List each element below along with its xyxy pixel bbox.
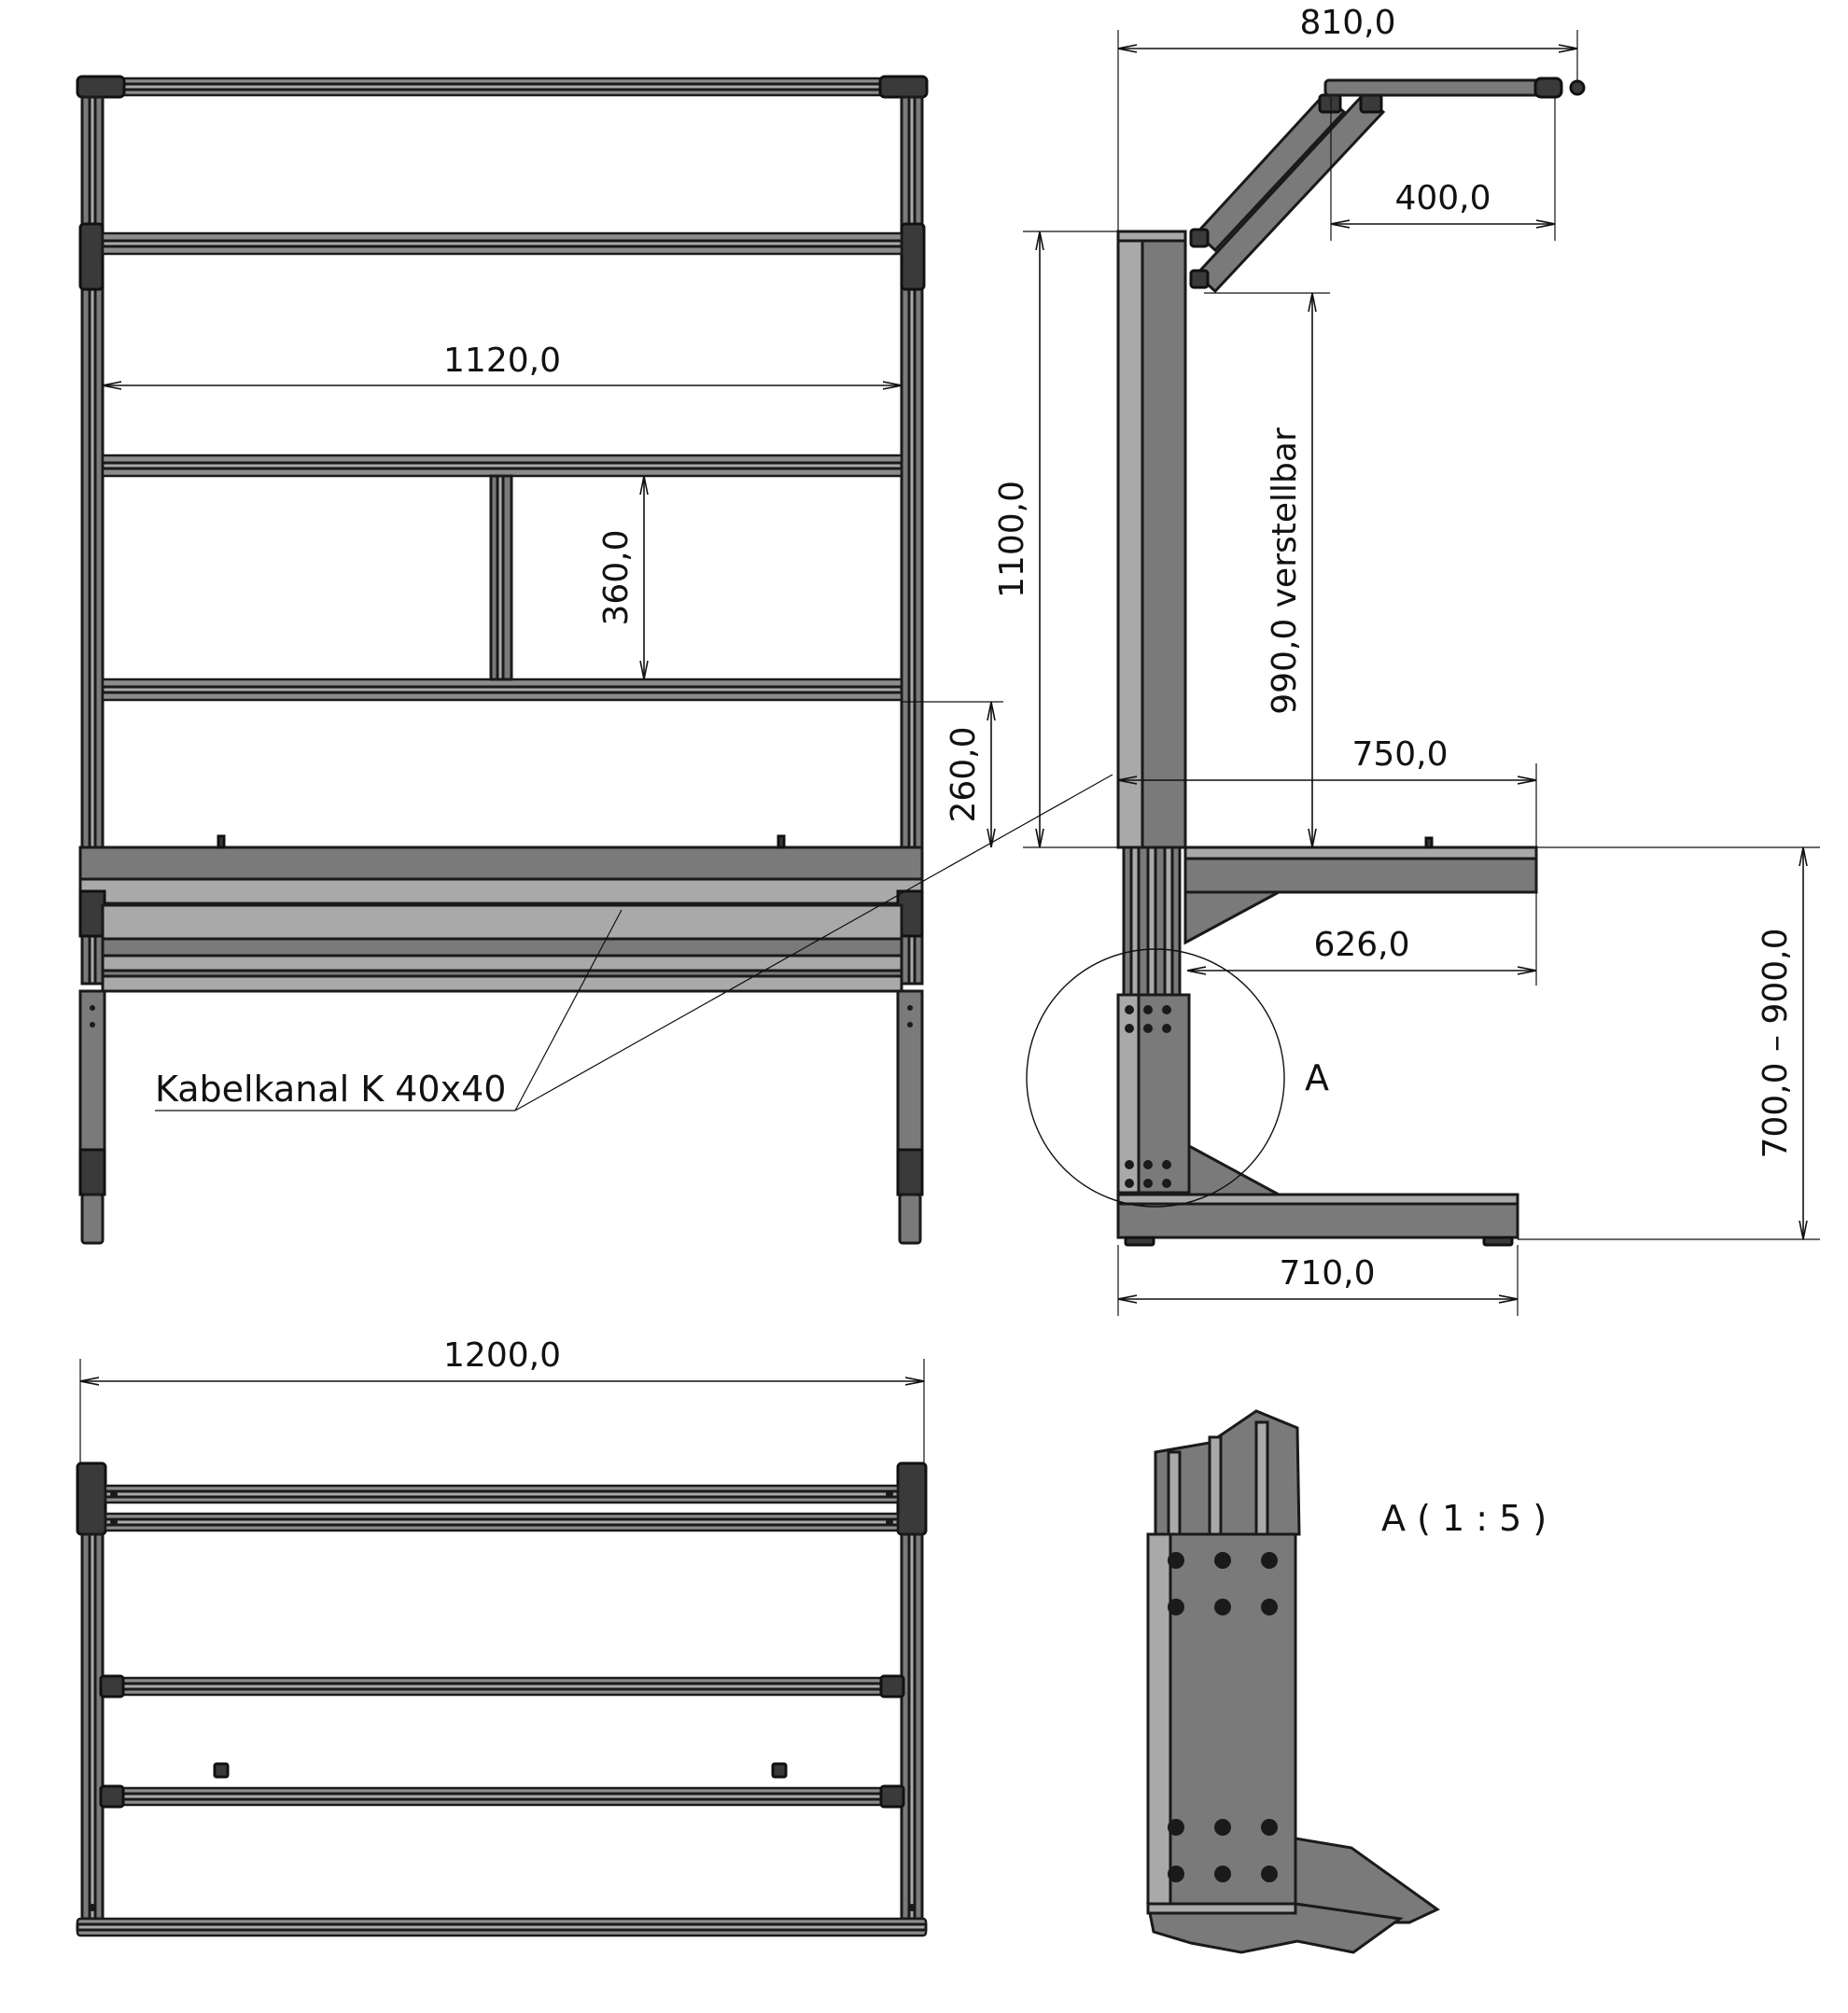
detail-title-label: A ( 1 : 5 ) [1381, 1498, 1547, 1539]
dim-overall-width [80, 1336, 924, 1463]
cable-channel-label: Kabelkanal K 40x40 [155, 1069, 507, 1110]
dim-table-height-range [1518, 847, 1820, 1239]
dim-table-depth-label: 750,0 [1351, 735, 1449, 774]
dim-overall-width-label: 1200,0 [443, 1336, 561, 1375]
dim-lower-offset-label: 260,0 [945, 726, 983, 823]
dim-adjustable-height-label: 990,0 verstellbar [1266, 427, 1304, 715]
dim-total-height-label: 1100,0 [993, 481, 1031, 598]
dim-shelf-height-label: 360,0 [597, 529, 636, 626]
detail-a-view [1148, 1411, 1547, 1952]
dim-inner-width-label: 1120,0 [443, 342, 561, 380]
detail-marker-label: A [1305, 1057, 1329, 1098]
side-view [1027, 78, 1584, 1245]
top-view [77, 1463, 926, 1936]
dim-overall-depth-label: 810,0 [1299, 4, 1396, 42]
dim-shelf-height [597, 476, 644, 679]
dim-foot-depth-label: 710,0 [1279, 1254, 1376, 1293]
dim-foot-depth [1118, 1245, 1518, 1316]
dim-bracket-depth-label: 626,0 [1313, 926, 1410, 964]
dim-total-height [993, 231, 1118, 847]
dim-inner-width [103, 342, 902, 385]
dim-adjustable-height [1204, 293, 1330, 847]
dim-table-height-range-label: 700,0 – 900,0 [1757, 928, 1795, 1159]
dim-arm-length-label: 400,0 [1394, 179, 1491, 217]
